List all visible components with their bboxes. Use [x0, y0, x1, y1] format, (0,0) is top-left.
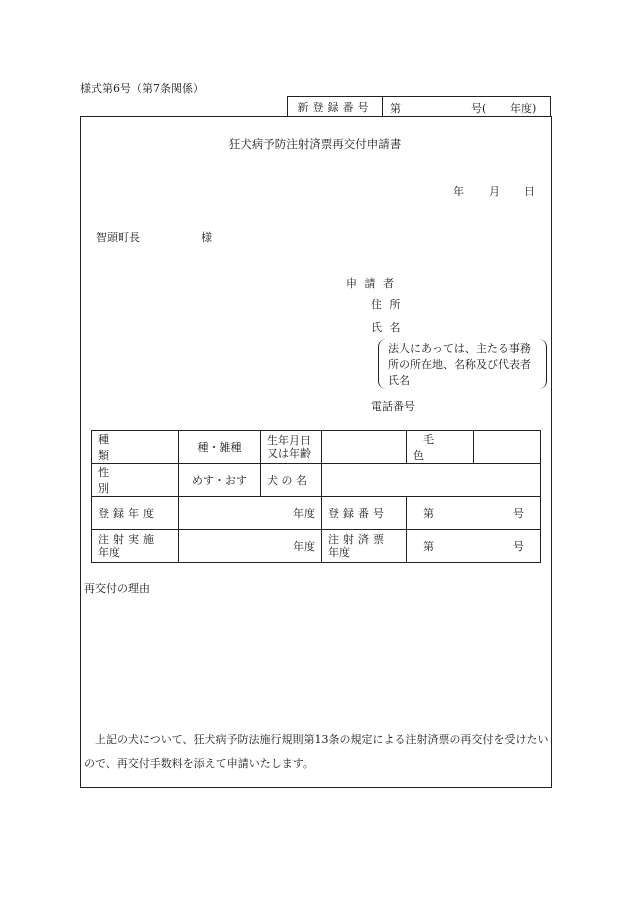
applicant-label: 申 請 者 [346, 277, 396, 290]
registration-year-label-cell: 登録年度 [92, 497, 179, 530]
tag-number-value-cell[interactable] [407, 530, 541, 563]
dog-name-value-cell[interactable] [322, 464, 541, 497]
birth-value-cell[interactable] [322, 431, 407, 464]
tag-dai-label: 第 [423, 540, 434, 553]
form-title: 狂犬病予防注射済票再交付申請書 [228, 137, 402, 151]
applicant-note [388, 341, 531, 389]
reissue-reason-label: 再交付の理由 [84, 582, 150, 595]
form-number-label: 様式第6号（第7条関係） [80, 82, 204, 95]
coat-color-label-cell [407, 431, 474, 464]
note-line-2: 所の所在地、名称及び代表者 [388, 358, 531, 371]
birth-label-line1: 生年月日 [267, 434, 311, 447]
registration-nendo: 年度) [510, 102, 537, 115]
registration-number-label-cell: 登録番号 [322, 497, 407, 530]
applicant-name-label: 氏 名 [371, 321, 403, 334]
shurui-label-cell [92, 431, 179, 464]
tag-year-label-cell [322, 530, 407, 563]
table-row [92, 497, 541, 530]
tag-year-label-line2: 年度 [328, 546, 350, 559]
note-line-3: 氏名 [388, 374, 410, 387]
addressee-honorific: 様 [201, 231, 212, 244]
sex-label-cell [92, 464, 179, 497]
applicant-address-label: 住 所 [371, 298, 403, 311]
coat-color-label: 毛色 [413, 433, 462, 462]
registration-number-box [287, 96, 551, 116]
table-row [92, 464, 541, 497]
registration-dai-label: 第 [423, 507, 434, 520]
declaration-text: 上記の犬について、狂犬病予防法施行規則第13条の規定による注射済票の再交付を受けたいので、再交付手数料を添えて申請いたします。 [84, 733, 549, 770]
table-row [92, 431, 541, 464]
registration-go: 号( [471, 102, 487, 115]
tag-go-label: 号 [513, 540, 524, 553]
sex-options-cell[interactable]: めす・おす [179, 464, 261, 497]
note-line-1: 法人にあっては、主たる事務 [388, 342, 531, 355]
dog-name-label-cell: 犬 の 名 [261, 464, 322, 497]
birth-label-line2: 又は年齢 [267, 447, 311, 460]
table-row [92, 530, 541, 563]
injection-year-label-line1: 注射実施 [98, 533, 158, 546]
shurui-label: 種類 [98, 433, 147, 462]
birth-label-cell [261, 431, 322, 464]
registration-year-value-cell[interactable]: 年度 [179, 497, 322, 530]
injection-year-label-line2: 年度 [98, 546, 120, 559]
injection-year-value-cell[interactable]: 年度 [179, 530, 322, 563]
sex-label: 性別 [98, 466, 147, 495]
addressee-name: 智頭町長 [96, 231, 140, 244]
dog-info-table [91, 430, 541, 563]
date-day: 日 [524, 185, 535, 198]
tag-year-label-line1: 注射済票 [328, 533, 388, 546]
breed-type-cell: 種・雑種 [179, 431, 261, 464]
registration-dai: 第 [390, 102, 401, 115]
applicant-phone-label: 電話番号 [371, 400, 415, 413]
note-bracket-right [538, 339, 547, 389]
date-month: 月 [489, 185, 500, 198]
note-bracket-left [378, 339, 387, 389]
injection-year-label-cell [92, 530, 179, 563]
registration-go-label: 号 [513, 507, 524, 520]
registration-number-value-cell[interactable] [407, 497, 541, 530]
coat-color-value-cell[interactable] [474, 431, 541, 464]
registration-number-label: 新登録番号 [288, 97, 383, 116]
date-year: 年 [453, 185, 464, 198]
